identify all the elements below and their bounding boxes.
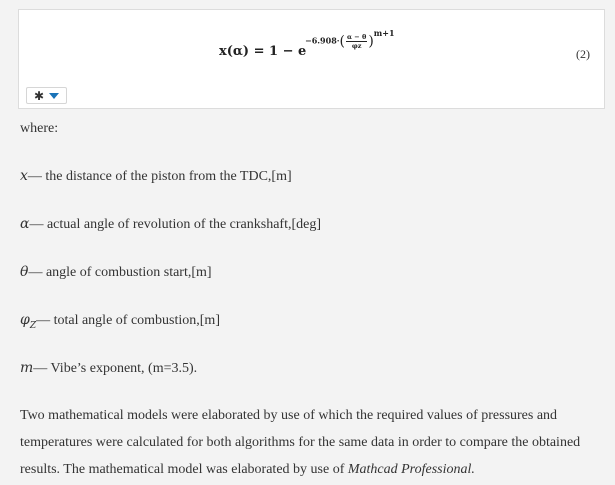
definition-alpha xyxy=(20,216,321,233)
exponent-power: m+1 xyxy=(373,27,395,38)
equation-panel xyxy=(18,9,605,109)
paragraph-emphasis: Mathcad Professional. xyxy=(347,462,475,477)
definition-text: — the distance of the piston from the TDC,[m] xyxy=(27,169,292,184)
symbol-theta: θ xyxy=(20,264,29,280)
symbol-phi-subscript: Z xyxy=(29,320,37,331)
definition-text: — total angle of combustion,[m] xyxy=(36,313,220,328)
symbol-m: m xyxy=(20,360,34,376)
equation-lhs: x(α) = 1 − e xyxy=(219,44,307,59)
chevron-down-icon xyxy=(49,93,59,99)
definition-text: — actual angle of revolution of the crankshaft,[deg] xyxy=(29,217,322,232)
symbol-alpha: α xyxy=(20,216,30,232)
definition-text: — Vibe’s exponent, (m=3.5). xyxy=(33,361,198,376)
left-paren: ( xyxy=(339,33,346,50)
definition-text: — angle of combustion start,[m] xyxy=(28,265,212,280)
definition-theta xyxy=(20,264,212,281)
definition-m xyxy=(20,360,197,377)
symbol-phi-base: φ xyxy=(20,312,30,328)
paragraph-text: Two mathematical models were elaborated by use of which the required values of pressures and temperatures were calculated for both algorithms for the same data in order to compare the obtained results. The mathematical model was elaborated by use of xyxy=(20,408,581,477)
intro-text: where: xyxy=(20,121,59,136)
math-settings-button[interactable] xyxy=(26,87,67,104)
body-paragraph xyxy=(20,402,608,483)
definition-phi xyxy=(20,312,220,331)
equation-exponent xyxy=(305,27,395,50)
symbol-x: x xyxy=(20,168,28,184)
exponent-coefficient: −6.908· xyxy=(305,35,340,46)
right-paren: ) xyxy=(368,33,374,50)
gear-icon: ✱ xyxy=(33,88,45,103)
fraction-numerator: α − θ xyxy=(347,33,367,41)
fraction-denominator: φz xyxy=(351,42,362,50)
exponent-fraction xyxy=(346,33,367,50)
equation-number: (2) xyxy=(576,47,590,61)
definition-x xyxy=(20,168,292,185)
symbol-phi xyxy=(20,312,37,331)
